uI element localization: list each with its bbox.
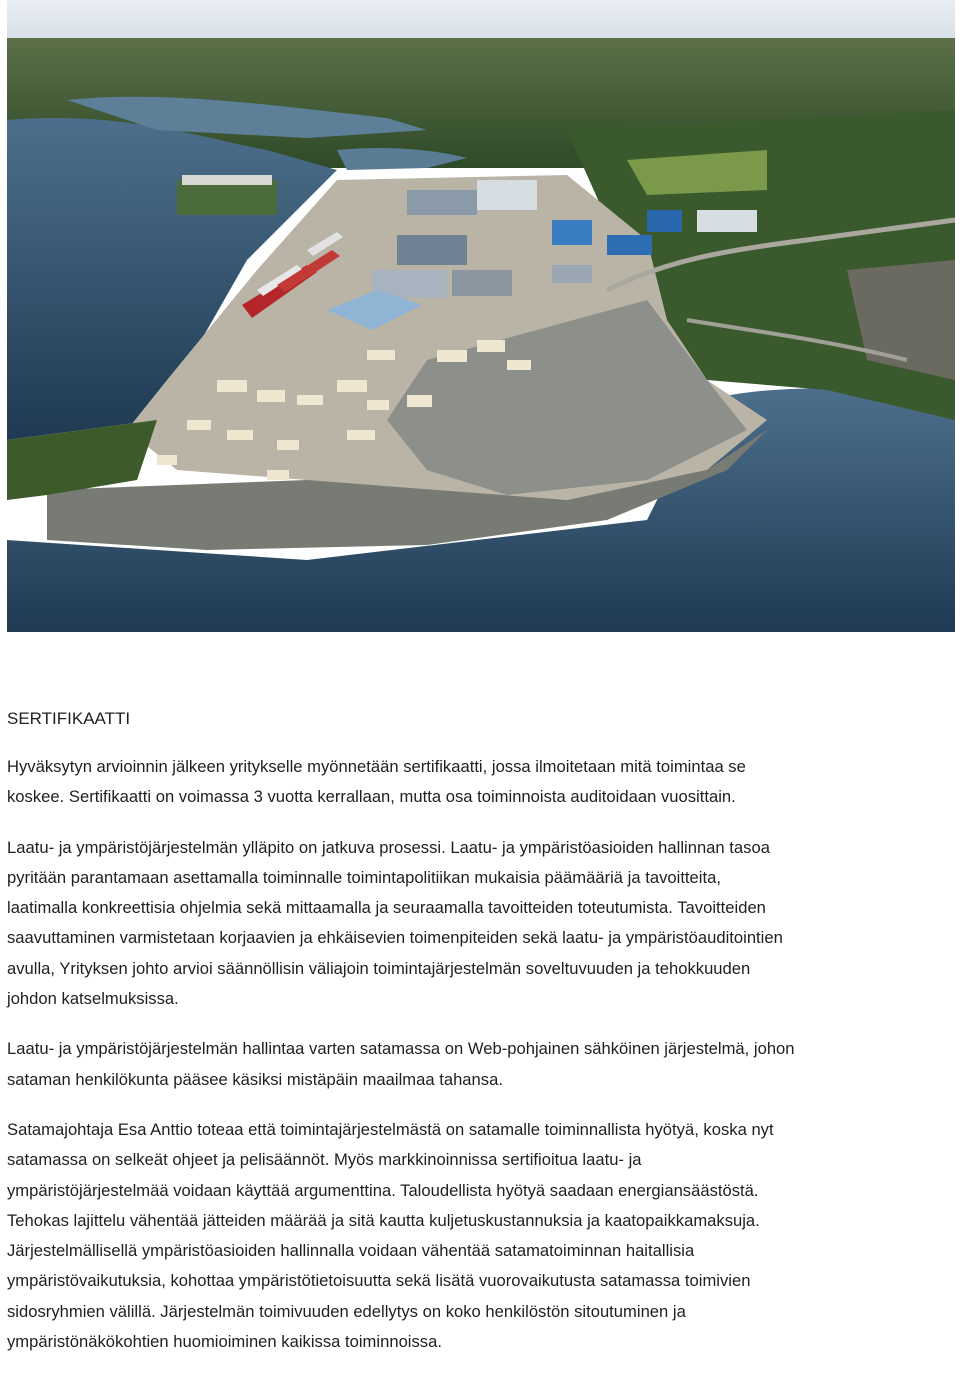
text-line: ympäristöjärjestelmää voidaan käyttää argumenttina. Taloudellista hyötyä saadaan energiansäästöstä.: [7, 1180, 759, 1200]
aerial-harbor-photo: [7, 0, 955, 632]
document-heading: SERTIFIKAATTI: [7, 709, 131, 728]
building: [397, 235, 467, 265]
building: [697, 210, 757, 232]
building: [452, 270, 512, 296]
building: [552, 220, 592, 245]
paragraph-web-system: [7, 1034, 955, 1095]
text-line: Hyväksytyn arvioinnin jälkeen yritykselle myönnetään sertifikaatti, jossa ilmoitetaan mitä toimintaa se: [7, 757, 746, 776]
text-line: ympäristönäkökohtien huomioiminen kaikissa toiminnoissa.: [7, 1332, 442, 1352]
text-line: sataman henkilökunta pääsee käsiksi mistäpäin maailmaa tahansa.: [7, 1069, 503, 1089]
text-line: pyritään parantamaan asettamalla toiminnalle toimintapolitiikan mukaisia päämääriä ja tavoitteita,: [7, 867, 721, 887]
text-line: Satamajohtaja Esa Anttio toteaa että toimintajärjestelmästä on satamalle toiminnallista hyötyä, koska nyt: [7, 1119, 774, 1139]
building: [477, 180, 537, 210]
paragraph-maintenance: [7, 833, 955, 1015]
text-line: johdon katselmuksissa.: [7, 989, 179, 1009]
text-line: avulla, Yrityksen johto arvioi säännöllisin väliajoin toimintajärjestelmän soveltuvuuden ja tehokkuuden: [7, 958, 751, 978]
text-line: koskee. Sertifikaatti on voimassa 3 vuotta kerrallaan, mutta osa toiminnoista auditoidaan vuosittain.: [7, 787, 736, 807]
text-line: laatimalla konkreettisia ohjelmia sekä mittaamalla ja seuraamalla tavoitteiden toteutumista. Tavoitteiden: [7, 898, 766, 918]
text-line: ympäristövaikutuksia, kohottaa ympäristötietoisuutta sekä lisätä vuorovaikutusta satamassa toimivien: [7, 1271, 751, 1291]
text-line: Laatu- ja ympäristöjärjestelmän hallintaa varten satamassa on Web-pohjainen sähköinen järjestelmä, johon: [7, 1039, 795, 1059]
text-line: sidosryhmien välillä. Järjestelmän toimivuuden edellytys on koko henkilöstön sitoutuminen ja: [7, 1301, 686, 1321]
text-line: Tehokas lajittelu vähentää jätteiden määrää ja sitä kautta kuljetuskustannuksia ja kaatopaikkamaksuja.: [7, 1210, 760, 1230]
paragraph-benefits: [7, 1115, 955, 1357]
document-body: [7, 704, 955, 1377]
building: [407, 190, 477, 215]
building: [647, 210, 682, 232]
paragraph-certificate: [7, 752, 955, 813]
building: [607, 235, 652, 255]
text-line: satamassa on selkeät ohjeet ja pelisäännöt. Myös markkinoinnissa sertifioitua laatu- ja: [7, 1150, 642, 1170]
text-line: Järjestelmällisellä ympäristöasioiden hallinnalla voidaan vähentää satamatoiminnan haitallisia: [7, 1241, 695, 1261]
building: [177, 180, 277, 215]
text-line: Laatu- ja ympäristöjärjestelmän ylläpito on jatkuva prosessi. Laatu- ja ympäristöasioiden hallinnan tasoa: [7, 837, 770, 857]
text-line: saavuttaminen varmistetaan korjaavien ja ehkäisevien toimenpiteiden sekä laatu- ja ympäristöauditointien: [7, 928, 783, 948]
